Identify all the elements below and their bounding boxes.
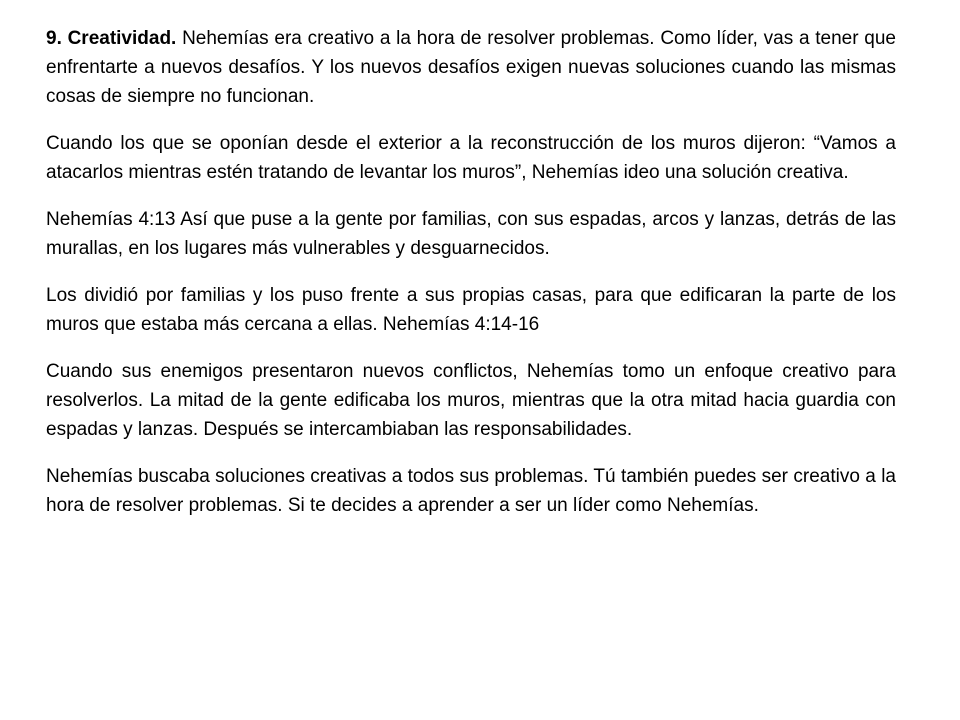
paragraph-text: Nehemías era creativo a la hora de resolver problemas. Como líder, vas a tener que enfrentarte a nuevos desafíos. Y los nuevos desafíos exigen nuevas soluciones cuando las mismas cosas de siempre no funcionan. <box>46 28 896 107</box>
paragraph-oposicion <box>46 129 896 187</box>
paragraph-heading: 9. Creatividad. <box>46 28 177 49</box>
paragraph-text: Los dividió por familias y los puso frente a sus propias casas, para que edificaran la parte de los muros que estaba más cercana a ellas. Nehemías 4:14-16 <box>46 285 896 335</box>
paragraph-familias <box>46 281 896 339</box>
paragraph-text: Nehemías buscaba soluciones creativas a todos sus problemas. Tú también puedes ser creativo a la hora de resolver problemas. Si te decides a aprender a ser un líder como Nehemías. <box>46 466 896 516</box>
paragraph-text: Cuando sus enemigos presentaron nuevos conflictos, Nehemías tomo un enfoque creativo para resolverlos. La mitad de la gente edificaba los muros, mientras que la otra mitad hacia guardia con espadas y lanzas. Después se intercambiaban las responsabilidades. <box>46 361 896 440</box>
paragraph-text: Nehemías 4:13 Así que puse a la gente por familias, con sus espadas, arcos y lanzas, detrás de las murallas, en los lugares más vulnerables y desguarnecidos. <box>46 209 896 259</box>
paragraph-creatividad <box>46 24 896 111</box>
paragraph-nehemias-4-13 <box>46 205 896 263</box>
paragraph-text: Cuando los que se oponían desde el exterior a la reconstrucción de los muros dijeron: “Vamos a atacarlos mientras estén tratando de levantar los muros”, Nehemías ideo una solución creativa. <box>46 133 896 183</box>
paragraph-soluciones <box>46 462 896 520</box>
paragraph-enemigos <box>46 357 896 444</box>
slide-text-body <box>46 24 896 538</box>
